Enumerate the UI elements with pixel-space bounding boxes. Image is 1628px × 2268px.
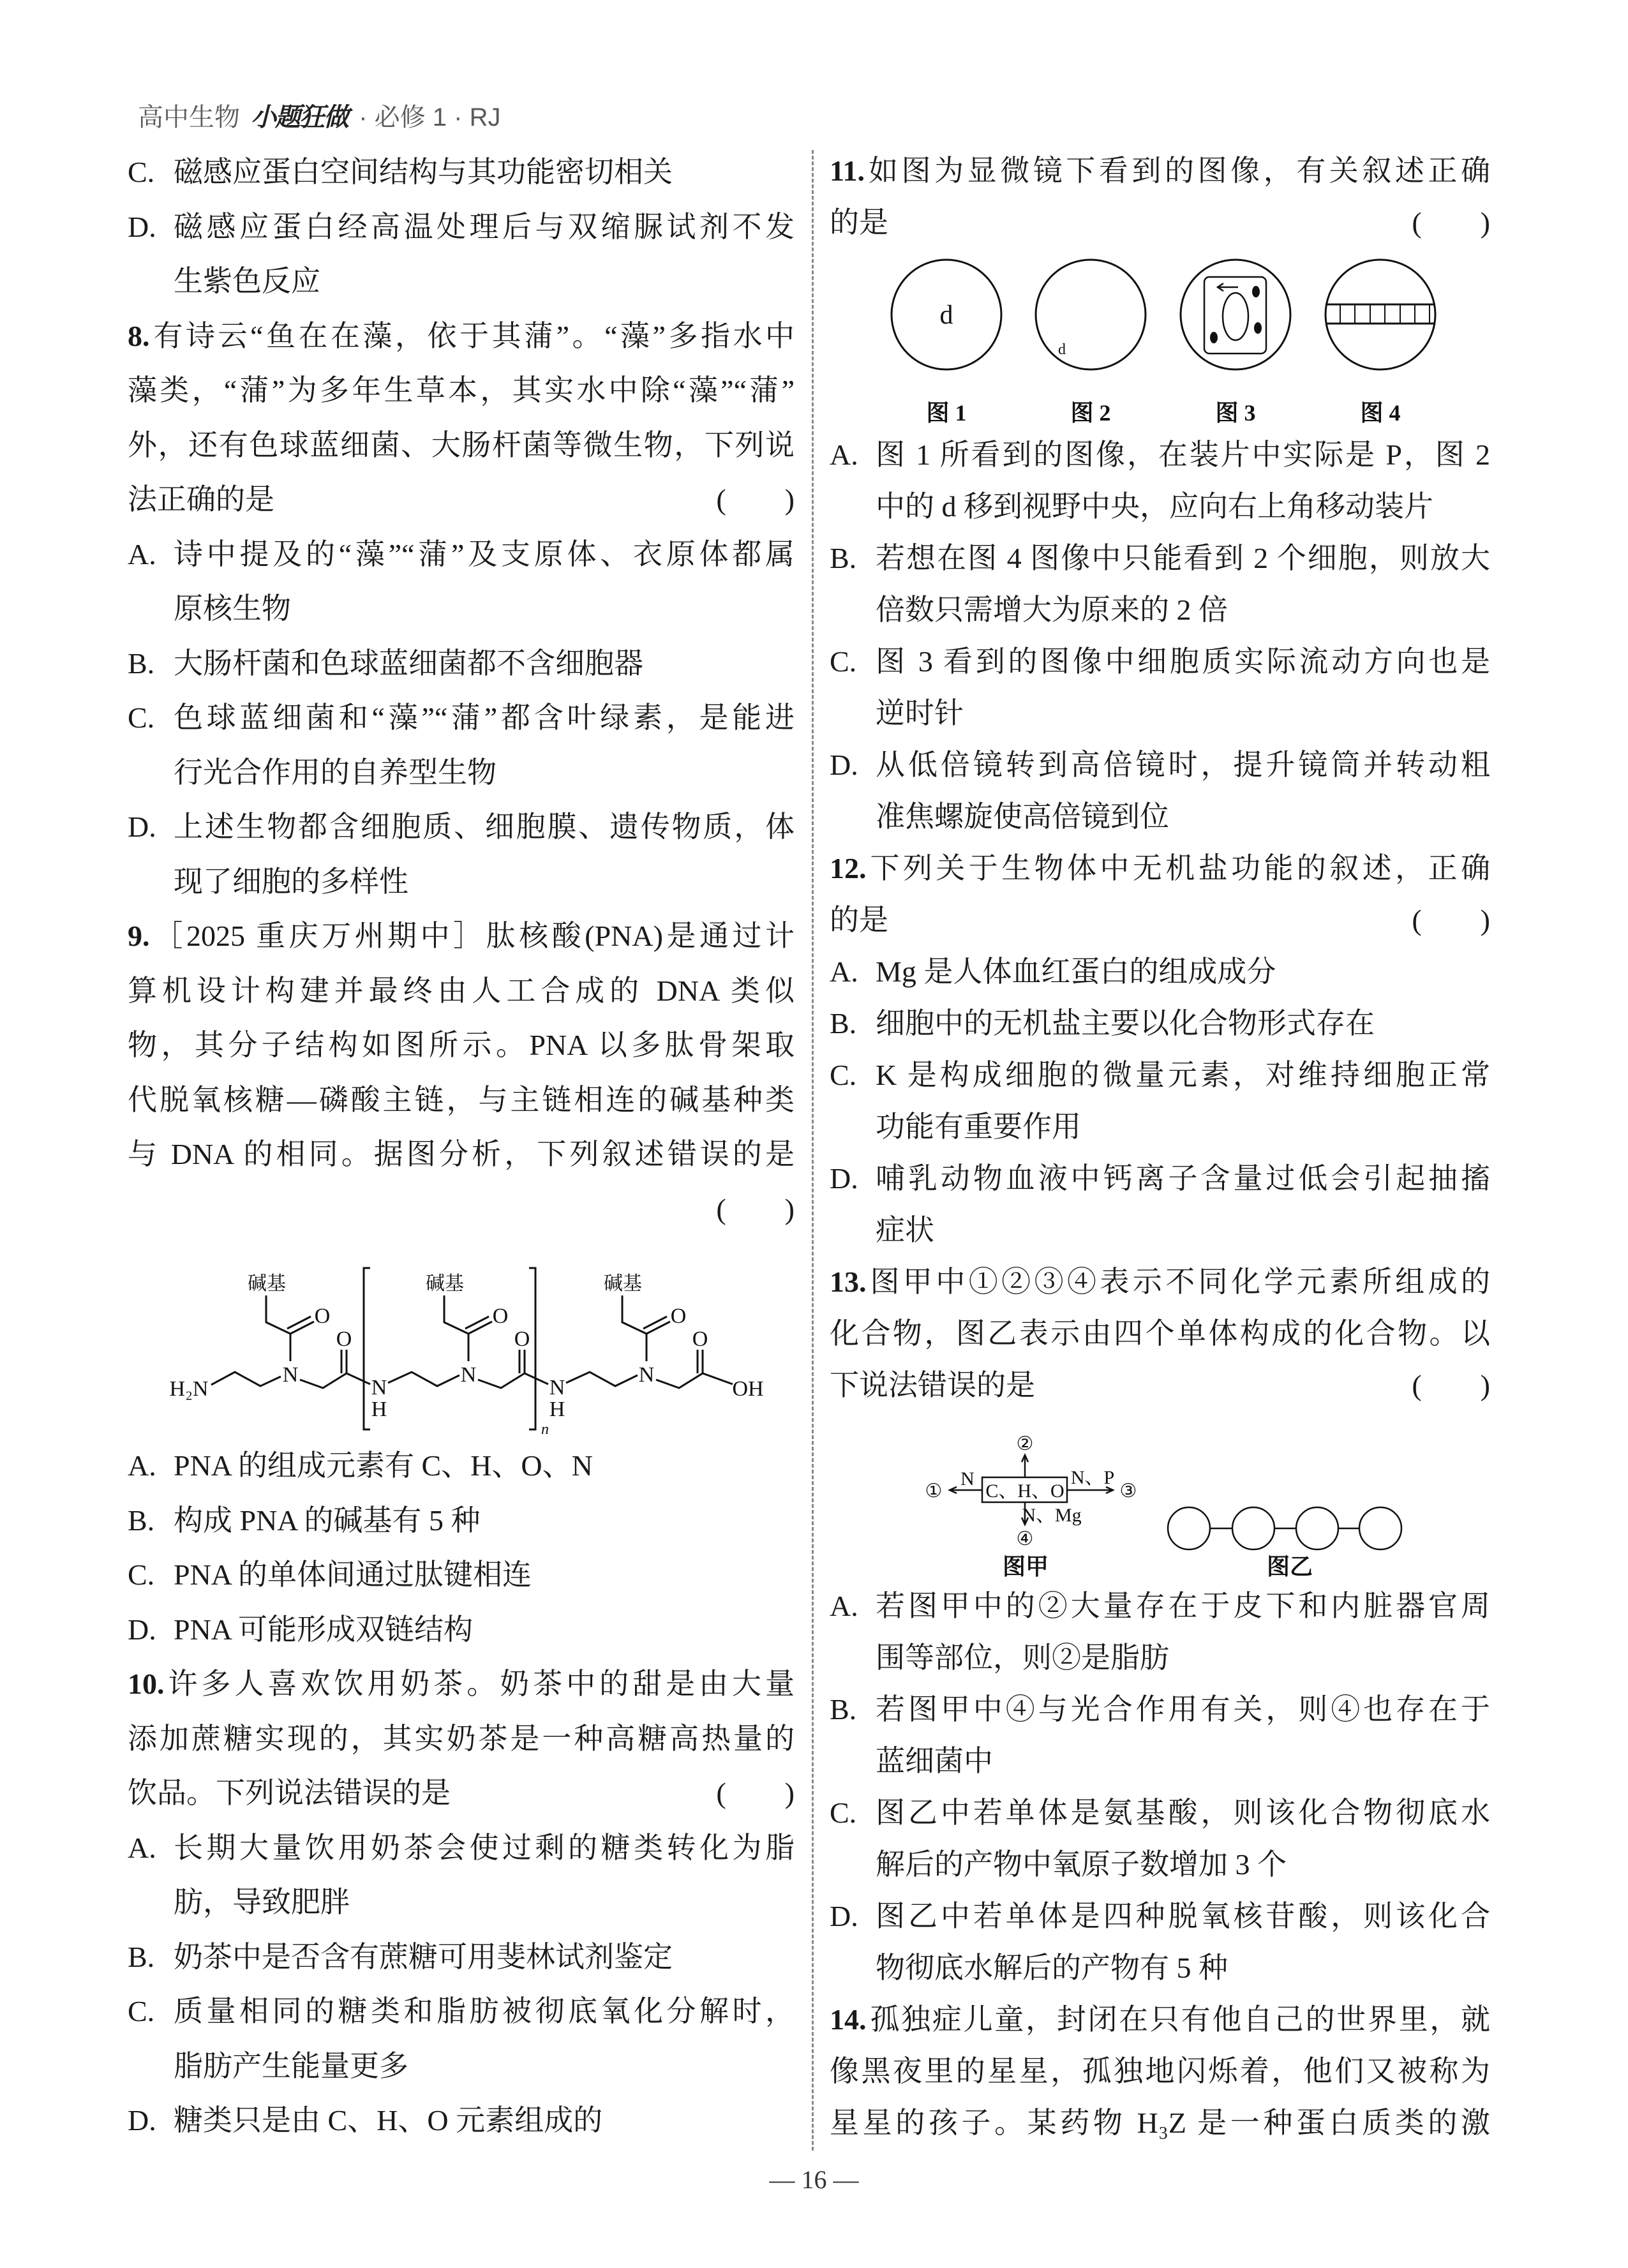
line-text: 蓝细菌中 <box>876 1745 993 1777</box>
line-text: 症状 <box>876 1214 934 1246</box>
pna-repeat-n: n <box>541 1421 549 1438</box>
line-text: 许多人喜欢饮用奶茶。奶茶中的甜是由大量 <box>168 1667 795 1700</box>
text-line <box>830 791 1490 842</box>
caption-fig-4: 图 4 <box>1360 400 1401 426</box>
line-text: 图甲中①②③④表示不同化学元素所组成的 <box>870 1265 1490 1298</box>
text-line <box>128 1182 795 1237</box>
line-text: 构成 PNA 的碱基有 5 种 <box>174 1503 481 1537</box>
option-label: C. <box>830 645 857 678</box>
answer-option <box>830 532 1490 636</box>
option-label: A. <box>128 1449 156 1482</box>
text-line <box>128 254 795 309</box>
line-text: 逆时针 <box>876 697 964 729</box>
answer-option <box>128 1984 795 2093</box>
line-text: 孤独症儿童，封闭在只有他自己的世界里，就 <box>870 2003 1490 2036</box>
answer-option <box>128 2093 795 2148</box>
line-text: 奶茶中是否含有蔗糖可用斐林试剂鉴定 <box>174 1940 673 1973</box>
line-text: 像黑夜里的星星，孤独地闪烁着，他们又被称为 <box>830 2055 1490 2087</box>
option-label: B. <box>128 646 155 680</box>
caption-fig-1: 图 1 <box>926 400 967 426</box>
answer-option <box>128 1930 795 1985</box>
line-text: 图乙中若单体是四种脱氧核苷酸，则该化合 <box>876 1900 1490 1932</box>
line-text: 色球蓝细菌和“藻”“蒲”都含叶绿素，是能进 <box>174 701 795 734</box>
line-text: 图 3 看到的图像中细胞质实际流动方向也是 <box>876 645 1490 678</box>
line-text: 物，其分子结构如图所示。PNA 以多肽骨架取 <box>128 1029 795 1061</box>
pna-nh-n-label: N <box>371 1376 387 1399</box>
pna-nh-n-label: N <box>549 1376 565 1399</box>
text-line <box>830 1049 1490 1101</box>
option-label: D. <box>830 1900 858 1932</box>
answer-option <box>830 1890 1490 1994</box>
line-text: 外，还有色球蓝细菌、大肠杆菌等微生物，下列说 <box>128 428 795 461</box>
line-text: Mg 是人体血红蛋白的组成成分 <box>876 955 1276 988</box>
answer-option <box>128 145 795 200</box>
line-text: 有诗云“鱼在在藻，依于其蒲”。“藻”多指水中 <box>153 319 795 352</box>
compound-3: ③ <box>1119 1481 1137 1502</box>
line-text: PNA 的单体间通过肽键相连 <box>174 1558 532 1591</box>
line-text: 若图甲中的②大量存在于皮下和内脏器官周 <box>876 1590 1490 1622</box>
line-text: 诗中提及的“藻”“蒲”及支原体、衣原体都属 <box>174 537 795 571</box>
line-text: 肪，导致肥胖 <box>174 1886 350 1918</box>
text-line <box>128 690 795 745</box>
pna-h2n-label: H₂N <box>169 1377 209 1401</box>
answer-option <box>128 1493 795 1548</box>
answer-option <box>128 690 795 800</box>
pna-oh-label: OH <box>732 1377 764 1401</box>
line-text: 哺乳动物血液中钙离子含量过低会引起抽搐 <box>876 1162 1490 1195</box>
answer-option <box>128 1821 795 1930</box>
pna-base-label: 碱基 <box>604 1273 642 1294</box>
pna-base-label: 碱基 <box>426 1273 464 1294</box>
text-line <box>128 2093 795 2148</box>
line-text: 现了细胞的多样性 <box>174 865 408 898</box>
line-text: 细胞中的无机盐主要以化合物形式存在 <box>876 1007 1375 1040</box>
option-label: D. <box>128 210 156 243</box>
option-label: C. <box>128 156 155 188</box>
line-text: 若想在图 4 图像中只能看到 2 个细胞，则放大 <box>876 542 1490 574</box>
text-line <box>128 1657 795 1712</box>
header-subject: 高中生物 <box>138 103 240 131</box>
answer-option <box>128 527 795 636</box>
question-stem <box>128 309 795 527</box>
answer-option <box>128 636 795 691</box>
column-divider <box>812 150 814 2151</box>
option-label: C. <box>830 1796 857 1829</box>
line-text: 解后的产物中氧原子数增加 3 个 <box>876 1848 1287 1881</box>
line-text: 生紫色反应 <box>174 265 320 297</box>
pna-base-label: 碱基 <box>248 1273 286 1294</box>
question-stem <box>128 909 795 1236</box>
text-line <box>830 1683 1490 1735</box>
option-label: A. <box>128 1831 156 1864</box>
text-line <box>128 472 795 527</box>
line-text: 长期大量饮用奶茶会使过剩的糖类转化为脂 <box>174 1831 795 1864</box>
line-text: 代脱氧核糖—磷酸主链，与主链相连的碱基种类 <box>128 1083 795 1116</box>
answer-option <box>128 800 795 909</box>
answer-option <box>830 1049 1490 1153</box>
option-label: A. <box>830 438 858 471</box>
text-line <box>830 1256 1490 1308</box>
option-label: B. <box>830 1693 857 1726</box>
question-number: 14. <box>830 2003 867 2036</box>
line-text: 图乙中若单体是氨基酸，则该化合物彻底水 <box>876 1796 1490 1829</box>
text-line <box>830 997 1490 1049</box>
text-line <box>830 1890 1490 1942</box>
text-line <box>128 1766 795 1821</box>
pna-bonds <box>211 1268 733 1429</box>
text-line <box>830 429 1490 481</box>
text-line <box>830 687 1490 739</box>
option-label: B. <box>128 1503 155 1537</box>
text-line <box>830 946 1490 997</box>
option-label: C. <box>128 701 155 734</box>
answer-blank: ( ) <box>716 1777 795 1809</box>
line-text: 的是 <box>830 206 888 239</box>
page-number: — 16 — <box>769 2165 859 2194</box>
line-text: 脂肪产生能量更多 <box>174 2049 408 2082</box>
field-of-view-2 <box>1036 260 1146 369</box>
pna-n-label: N <box>460 1363 477 1387</box>
line-text: 与 DNA 的相同。据图分析，下列叙述错误的是 <box>128 1138 795 1170</box>
option-label: B. <box>128 1940 155 1973</box>
text-line <box>128 1548 795 1602</box>
answer-option <box>830 1683 1490 1787</box>
line-text: 从低倍镜转到高倍镜时，提升镜筒并转动粗 <box>876 749 1490 781</box>
line-text: 质量相同的糖类和脂肪被彻底氧化分解时， <box>174 1995 795 2027</box>
answer-option <box>128 1602 795 1657</box>
pna-nh-h-label: H <box>371 1398 387 1421</box>
answer-blank: ( ) <box>1412 904 1490 936</box>
line-text: 下列关于生物体中无机盐功能的叙述，正确 <box>870 852 1490 884</box>
pna-o-label: O <box>692 1327 708 1351</box>
line-text: 图 1 所看到的图像，在装片中实际是 P，图 2 <box>876 438 1490 471</box>
line-text: PNA 的组成元素有 C、H、O、N <box>174 1449 593 1482</box>
answer-option <box>830 739 1490 842</box>
pna-o-label: O <box>670 1304 687 1328</box>
microscope-figure <box>830 248 1490 429</box>
answer-option <box>830 1153 1490 1256</box>
text-line <box>830 1632 1490 1683</box>
caption-fig-a: 图甲 <box>1002 1554 1049 1579</box>
line-text: 的是 <box>830 904 888 936</box>
pna-o-label: O <box>336 1327 352 1351</box>
answer-blank: ( ) <box>1412 1369 1490 1401</box>
line-text: ［2025 重庆万州期中］肽核酸(PNA)是通过计 <box>153 920 795 952</box>
line-text: 磁感应蛋白空间结构与其功能密切相关 <box>174 156 673 188</box>
text-line <box>830 1308 1490 1359</box>
line-text: 化合物，图乙表示由四个单体构成的化合物。以 <box>830 1317 1490 1350</box>
text-line <box>830 1735 1490 1787</box>
line-text: 添加蔗糖实现的，其实奶茶是一种高糖高热量的 <box>128 1722 795 1755</box>
line-text: 行光合作用的自养型生物 <box>174 756 497 789</box>
text-line <box>128 363 795 418</box>
line-text: 大肠杆菌和色球蓝细菌都不含细胞器 <box>174 646 643 680</box>
pna-n-label: N <box>282 1363 299 1387</box>
pna-o-label: O <box>314 1304 331 1328</box>
answer-blank: ( ) <box>716 1192 795 1225</box>
element-to-4: N、Mg <box>1022 1505 1082 1526</box>
line-text: 功能有重要作用 <box>876 1110 1081 1143</box>
text-line <box>830 842 1490 894</box>
line-text: 围等部位，则②是脂肪 <box>876 1641 1169 1674</box>
right-column-part-1 <box>830 145 1490 248</box>
option-label: C. <box>128 1995 155 2027</box>
line-text: 糖类只是由 C、H、O 元素组成的 <box>174 2104 603 2137</box>
line-text: 若图甲中④与光合作用有关，则④也存在于 <box>876 1693 1490 1726</box>
line-text: 星星的孩子。某药物 H₃Z 是一种蛋白质类的激 <box>830 2107 1490 2139</box>
text-line <box>830 1994 1490 2045</box>
compound-1: ① <box>925 1481 943 1502</box>
line-text: PNA 可能形成双链结构 <box>174 1613 473 1646</box>
text-line <box>830 1101 1490 1153</box>
field-of-view-4 <box>1326 260 1435 369</box>
right-column <box>830 145 1490 2149</box>
text-line <box>128 1930 795 1985</box>
text-line <box>830 1839 1490 1890</box>
text-line <box>830 636 1490 687</box>
element-box-label: C、H、O <box>985 1481 1064 1502</box>
compound-4: ④ <box>1016 1528 1034 1549</box>
text-line <box>128 200 795 255</box>
text-line <box>128 1602 795 1657</box>
answer-option <box>128 1548 795 1602</box>
text-line <box>830 1359 1490 1411</box>
text-line <box>128 964 795 1018</box>
text-line <box>128 527 795 582</box>
pna-o-label: O <box>492 1304 509 1328</box>
text-line <box>830 1787 1490 1839</box>
letter-d-small: d <box>1058 341 1066 358</box>
line-text: 下说法错误的是 <box>830 1369 1035 1401</box>
text-line <box>128 636 795 691</box>
text-line <box>128 1018 795 1073</box>
text-line <box>830 145 1490 197</box>
line-text: 准焦螺旋使高倍镜到位 <box>876 800 1169 833</box>
text-line <box>128 1127 795 1182</box>
text-line <box>128 854 795 909</box>
chloroplasts <box>1210 286 1262 343</box>
line-text: 上述生物都含细胞质、细胞膜、遗传物质，体 <box>174 810 795 843</box>
option-label: C. <box>830 1059 857 1091</box>
line-text: 物彻底水解后的产物有 5 种 <box>876 1951 1228 1984</box>
option-label: C. <box>128 1558 155 1591</box>
line-text: 如图为显微镜下看到的图像，有关叙述正确 <box>868 154 1490 187</box>
answer-option <box>830 1580 1490 1683</box>
left-column <box>128 145 795 2148</box>
option-label: D. <box>128 2104 156 2137</box>
option-label: D. <box>128 810 156 843</box>
element-to-1: N <box>960 1468 975 1489</box>
question-stem <box>830 1256 1490 1411</box>
text-line <box>128 1438 795 1493</box>
text-line <box>128 1073 795 1128</box>
question-stem <box>830 842 1490 946</box>
text-line <box>830 532 1490 584</box>
vacuole <box>1223 293 1248 340</box>
line-text: 法正确的是 <box>128 483 274 516</box>
line-text: K 是构成细胞的微量元素，对维持细胞正常 <box>876 1059 1490 1091</box>
text-line <box>830 739 1490 791</box>
text-line <box>128 145 795 200</box>
text-line <box>830 2045 1490 2097</box>
line-text: 倍数只需增大为原来的 2 倍 <box>876 593 1228 626</box>
caption-fig-2: 图 2 <box>1070 400 1111 426</box>
text-line <box>830 1204 1490 1256</box>
question-number: 12. <box>830 852 867 884</box>
caption-fig-3: 图 3 <box>1215 400 1256 426</box>
line-text: 原核生物 <box>174 592 291 625</box>
question-number: 11. <box>830 154 865 187</box>
text-line <box>128 800 795 854</box>
left-column-part-2 <box>128 1438 795 2148</box>
text-line <box>128 909 795 964</box>
text-line <box>128 2039 795 2094</box>
text-line <box>830 894 1490 946</box>
question-number: 9. <box>128 920 150 952</box>
answer-option <box>830 1787 1490 1890</box>
left-column-part-1 <box>128 145 795 1236</box>
option-label: D. <box>830 1162 858 1195</box>
text-line <box>128 418 795 473</box>
question-number: 13. <box>830 1265 867 1298</box>
text-line <box>128 1984 795 2039</box>
question-stem <box>830 1994 1490 2149</box>
option-label: B. <box>830 542 857 574</box>
option-label: D. <box>128 1613 156 1646</box>
text-line <box>128 1493 795 1548</box>
text-line <box>830 1942 1490 1994</box>
question-number: 10. <box>128 1667 165 1700</box>
option-label: B. <box>830 1007 857 1040</box>
caption-fig-b: 图乙 <box>1266 1554 1313 1579</box>
text-line <box>830 1580 1490 1632</box>
question-number: 8. <box>128 319 150 352</box>
series-logo: 小题狂做 <box>251 103 348 131</box>
answer-option <box>830 946 1490 997</box>
answer-option <box>830 997 1490 1049</box>
text-line <box>830 2097 1490 2149</box>
option-label: A. <box>830 1590 858 1622</box>
line-text: 饮品。下列说法错误的是 <box>128 1777 451 1809</box>
text-line <box>128 745 795 800</box>
question-stem <box>830 145 1490 248</box>
answer-option <box>830 636 1490 739</box>
line-text: 中的 d 移到视野中央，应向右上角移动装片 <box>876 490 1433 523</box>
option-label: A. <box>830 955 858 988</box>
text-line <box>128 1821 795 1876</box>
text-line <box>128 1875 795 1930</box>
text-line <box>830 584 1490 636</box>
pna-structure-figure <box>128 1236 795 1438</box>
option-label: D. <box>830 749 858 781</box>
option-label: A. <box>128 537 156 571</box>
text-line <box>128 581 795 636</box>
pna-o-label: O <box>514 1327 530 1351</box>
line-text: 算机设计构建并最终由人工合成的 DNA 类似 <box>128 974 795 1007</box>
question-stem <box>128 1657 795 1821</box>
running-header <box>138 97 500 133</box>
line-text: 藻类，“蒲”为多年生草本，其实水中除“藻”“蒲” <box>128 374 795 407</box>
right-column-part-2 <box>830 429 1490 1411</box>
letter-d-large: d <box>939 301 953 330</box>
answer-option <box>128 1438 795 1493</box>
pna-n-label: N <box>638 1363 655 1387</box>
answer-blank: ( ) <box>1412 206 1490 239</box>
answer-option <box>830 429 1490 532</box>
text-line <box>128 1712 795 1766</box>
header-book: · 必修 1 · RJ <box>359 103 501 131</box>
compound-2: ② <box>1016 1433 1034 1454</box>
pna-nh-h-label: H <box>549 1398 565 1421</box>
right-column-part-3 <box>830 1580 1490 2149</box>
text-line <box>830 197 1490 248</box>
answer-blank: ( ) <box>716 483 795 516</box>
answer-option <box>128 200 795 309</box>
element-to-3: N、P <box>1070 1467 1115 1488</box>
element-compound-figure <box>830 1411 1490 1580</box>
text-line <box>830 1153 1490 1204</box>
text-line <box>128 309 795 364</box>
line-text: 磁感应蛋白经高温处理后与双缩脲试剂不发 <box>174 210 795 243</box>
text-line <box>830 481 1490 532</box>
